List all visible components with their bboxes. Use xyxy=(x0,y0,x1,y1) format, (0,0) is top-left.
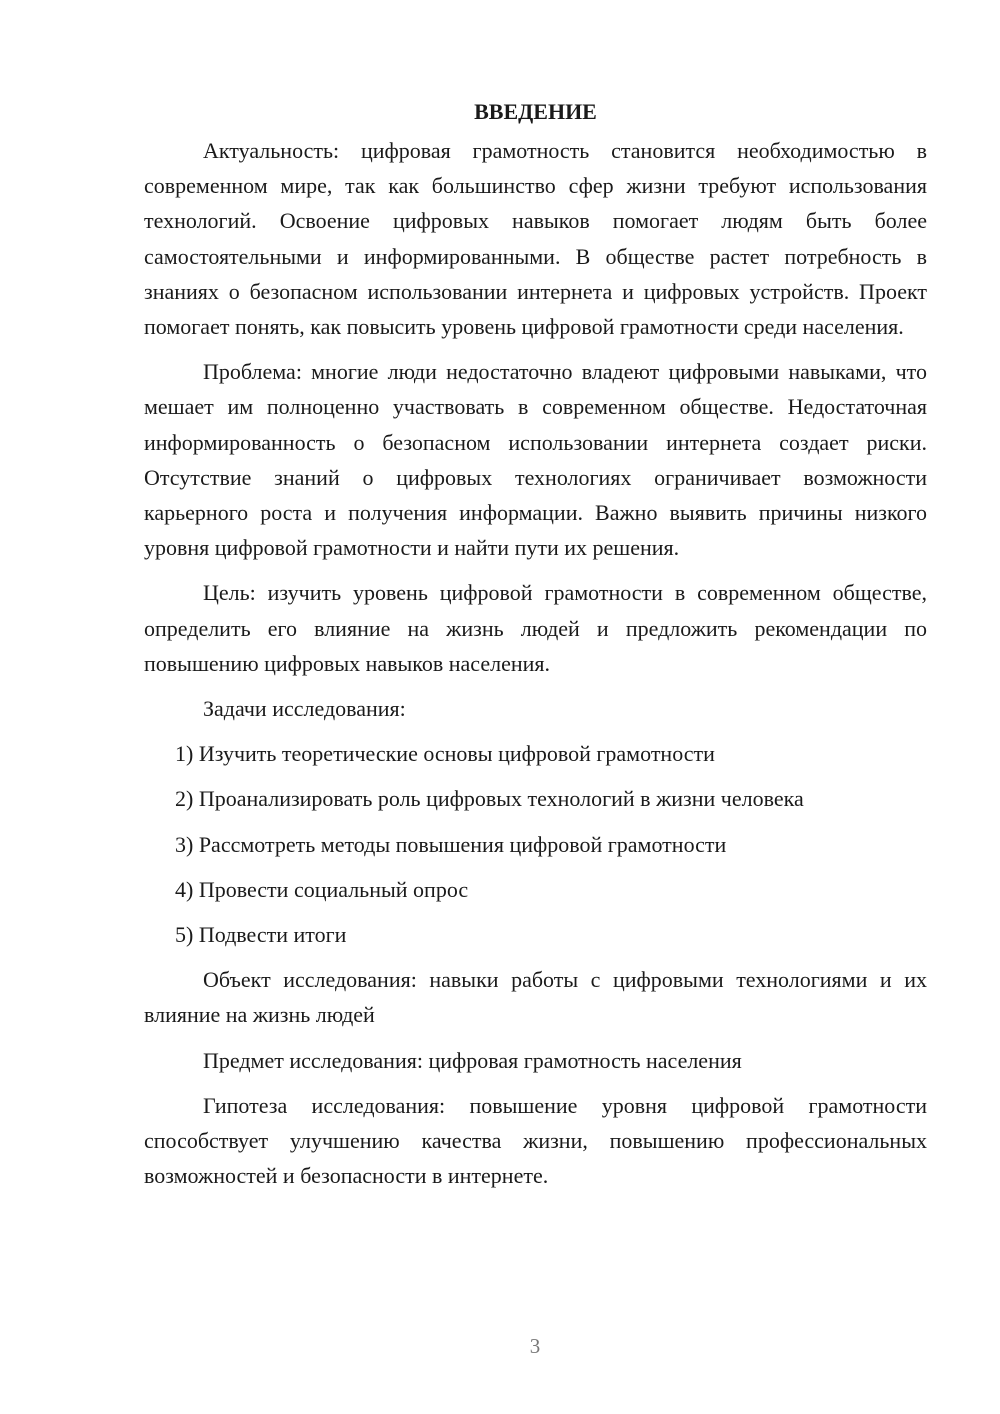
tasks-list xyxy=(144,736,927,952)
list-item: 1) Изучить теоретические основы цифровой грамотности xyxy=(175,741,715,767)
list-item: 5) Подвести итоги xyxy=(175,922,347,948)
paragraph-subject: Предмет исследования: цифровая грамотность населения xyxy=(203,1047,742,1073)
paragraph-goal: Цель: изучить уровень цифровой грамотности в современном обществе, определить его влияние на жизнь людей и предложить рекомендации по повышению цифровых навыков населения. xyxy=(144,580,927,676)
paragraph-hypothesis: Гипотеза исследования: повышение уровня цифровой грамотности способствует улучшению качества жизни, повышению профессиональных возможностей и безопасности в интернете. xyxy=(144,1092,927,1189)
paragraph-object: Объект исследования: навыки работы с цифровыми технологиями и их влияние на жизнь людей xyxy=(144,967,927,1028)
list-item: 4) Провести социальный опрос xyxy=(175,876,469,902)
list-item: 2) Проанализировать роль цифровых технологий в жизни человека xyxy=(175,786,804,812)
document-page xyxy=(144,94,927,1203)
paragraph-problem: Проблема: многие люди недостаточно владеют цифровыми навыками, что мешает им полноценно участвовать в современном обществе. Недостаточная информированность о безопасном использовании интернета создает риски. Отсутствие знаний о цифровых технологиях ограничивает возможности карьерного роста и получения информации. Важно выявить причины низкого уровня цифровой грамотности и найти пути их решения. xyxy=(144,359,927,561)
paragraph-relevance: Актуальность: цифровая грамотность становится необходимостью в современном мире, так как большинство сфер жизни требуют использования технологий. Освоение цифровых навыков помогает людям быть более самостоятельными и информированными. В обществе растет потребность в знаниях о безопасном использовании интернета и цифровых устройств. Проект помогает понять, как повысить уровень цифровой грамотности среди населения. xyxy=(144,138,927,340)
page-number: 3 xyxy=(529,1334,541,1358)
section-title: ВВЕДЕНИЕ xyxy=(474,99,597,124)
tasks-heading: Задачи исследования: xyxy=(203,696,406,722)
list-item: 3) Рассмотреть методы повышения цифровой грамотности xyxy=(175,831,727,857)
